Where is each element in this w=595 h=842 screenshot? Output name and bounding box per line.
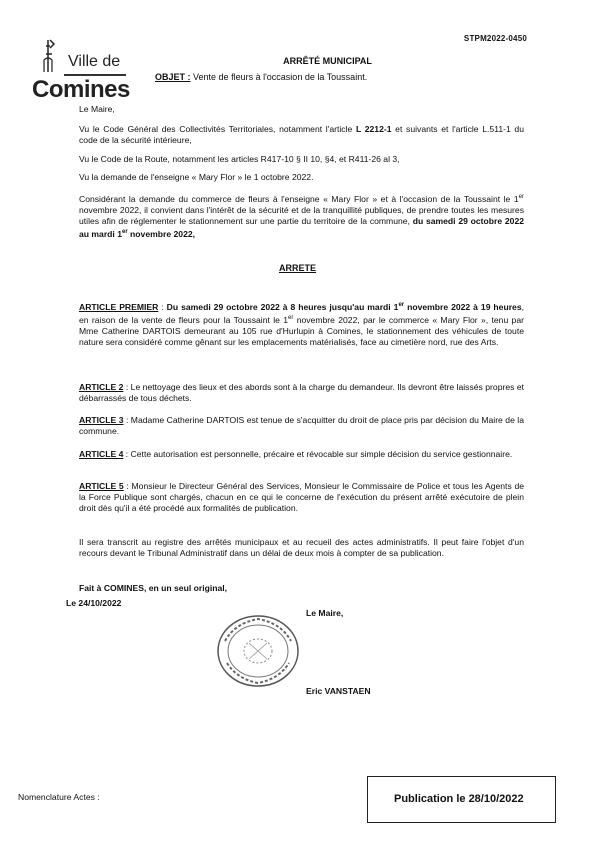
transcription-notice: Il sera transcrit au registre des arrêtés municipaux et au recueil des actes administratifs. Il peut faire l'objet d'un recours devant le Tribunal Administratif dans un délai de deux mois à compter de sa publication. <box>79 537 524 558</box>
vu-demande: Vu la demande de l'enseigne « Mary Flor » le 1 octobre 2022. <box>79 172 314 182</box>
article-3: ARTICLE 3 : Madame Catherine DARTOIS est tenue de s'acquitter du droit de place pris par décision du Maire de la commune. <box>79 415 524 436</box>
objet-label: OBJET : <box>155 72 191 82</box>
article-2: ARTICLE 2 : Le nettoyage des lieux et des abords sont à la charge du demandeur. Ils devront être laissés propres et débarrassés de tous déchets. <box>79 382 525 403</box>
objet-line <box>155 72 367 82</box>
signer-name: Eric VANSTAEN <box>306 686 371 696</box>
signature-date: Le 24/10/2022 <box>66 598 122 608</box>
article-premier: ARTICLE PREMIER : Du samedi 29 octobre 2022 à 8 heures jusqu'au mardi 1er novembre 2022 à 19 heures, en raison de la vente de fleurs pour la Toussaint le 1er novembre 2022, par le commerce « Mary Flor », tenu par Mme Catherine DARTOIS demeurant au 105 rue d'Hurlupin à Comines, le stationnement des véhicules de toute nature sera considéré comme gênant sur les emplacements matérialisés, face au cimetière nord, rue des Arts. <box>79 301 524 347</box>
city-logo <box>30 36 140 106</box>
nomenclature-label: Nomenclature Actes : <box>18 792 100 802</box>
logo-ville-de: Ville de <box>68 53 121 70</box>
vu-cgct: Vu le Code Général des Collectivités Territoriales, notamment l'article L 2212-1 et suivants et l'article L.511-1 du code de la sécurité intérieure, <box>79 124 524 145</box>
article-4: ARTICLE 4 : Cette autorisation est personnelle, précaire et révocable sur simple décision du service gestionnaire. <box>79 449 513 459</box>
vu-code-route: Vu le Code de la Route, notamment les articles R417-10 § II 10, §4, et R411-26 al 3, <box>79 154 400 164</box>
arrete-heading: ARRETE <box>278 263 316 273</box>
article-5: ARTICLE 5 : Monsieur le Directeur Général des Services, Monsieur le Commissaire de Police et tous les Agents de la Force Publique sont chargés, chacun en ce qui le concerne de l'exécution du présent arrêté exécutoire de plein droit dès qu'il a été procédé aux formalités de publication. <box>79 481 524 513</box>
publication-date: Publication le 28/10/2022 <box>394 793 524 805</box>
fait-a: Fait à COMINES, en un seul original, <box>79 583 228 593</box>
document-title: ARRÊTÉ MUNICIPAL <box>283 56 372 66</box>
considerant: Considérant la demande du commerce de fleurs à l'enseigne « Mary Flor » et à l'occasion de la Toussaint le 1er novembre 2022, il convient dans l'intérêt de la sécurité et de la tranquillité publiques, de prendre toutes les mesures utiles afin de réglementer le stationnement sur une partie du territoire de la commune, du samedi 29 octobre 2022 au mardi 1er novembre 2022, <box>79 193 524 239</box>
official-seal-stamp <box>215 613 301 689</box>
le-maire-intro: Le Maire, <box>79 104 115 114</box>
logo-comines: Comines <box>32 76 130 103</box>
signer-title: Le Maire, <box>306 608 344 618</box>
document-reference: STPM2022-0450 <box>463 34 527 43</box>
objet-text: Vente de fleurs à l'occasion de la Toussaint. <box>193 72 368 82</box>
